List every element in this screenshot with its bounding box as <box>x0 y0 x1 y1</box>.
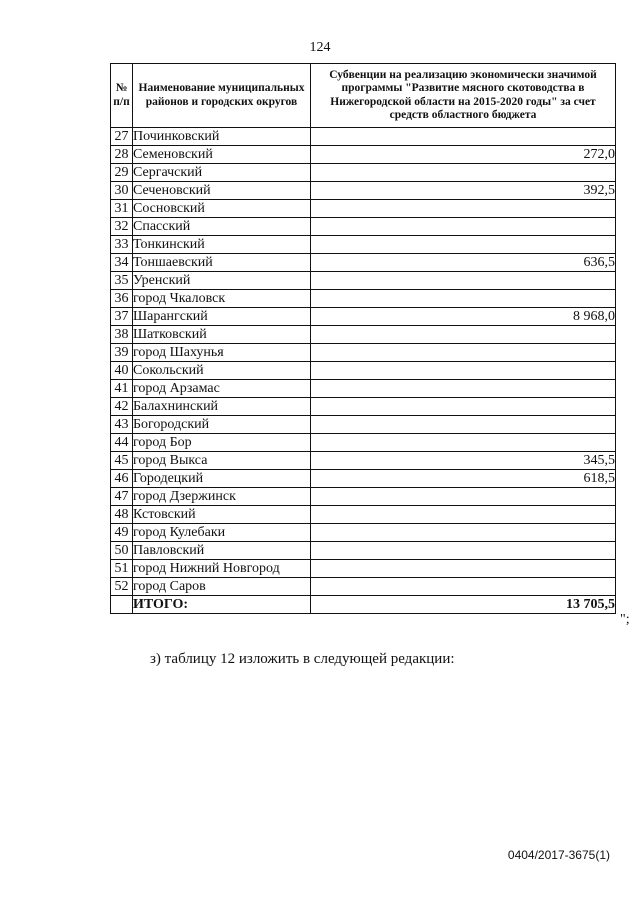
row-name: Спасский <box>133 218 311 236</box>
row-value <box>311 380 616 398</box>
row-name: город Арзамас <box>133 380 311 398</box>
row-number: 35 <box>111 272 133 290</box>
row-value <box>311 506 616 524</box>
row-value <box>311 236 616 254</box>
row-number: 44 <box>111 434 133 452</box>
row-number: 29 <box>111 164 133 182</box>
table-row <box>111 290 616 308</box>
row-number: 41 <box>111 380 133 398</box>
table-row <box>111 326 616 344</box>
row-number: 46 <box>111 470 133 488</box>
table-row <box>111 362 616 380</box>
row-value: 618,5 <box>311 470 616 488</box>
row-number: 27 <box>111 128 133 146</box>
row-number: 32 <box>111 218 133 236</box>
row-value <box>311 290 616 308</box>
row-value <box>311 488 616 506</box>
row-value <box>311 344 616 362</box>
total-value: 13 705,5 <box>311 596 616 614</box>
row-number: 47 <box>111 488 133 506</box>
row-name: Кстовский <box>133 506 311 524</box>
document-code: 0404/2017-3675(1) <box>507 848 610 862</box>
header-name: Наименование муниципальных районов и городских округов <box>133 64 311 128</box>
row-number: 43 <box>111 416 133 434</box>
table-row <box>111 254 616 272</box>
row-number: 48 <box>111 506 133 524</box>
row-number: 37 <box>111 308 133 326</box>
table-row <box>111 164 616 182</box>
row-number: 42 <box>111 398 133 416</box>
table-row <box>111 308 616 326</box>
row-value: 345,5 <box>311 452 616 470</box>
row-value <box>311 272 616 290</box>
row-name: город Саров <box>133 578 311 596</box>
table-row <box>111 488 616 506</box>
table-body <box>111 128 616 596</box>
total-row <box>111 596 616 614</box>
row-value: 8 968,0 <box>311 308 616 326</box>
row-number: 51 <box>111 560 133 578</box>
row-number: 38 <box>111 326 133 344</box>
header-value: Субвенции на реализацию экономически значимой программы "Развитие мясного скотоводства в Нижегородской области на 2015-2020 годы" за счет средств областного бюджета <box>311 64 616 128</box>
row-name: Семеновский <box>133 146 311 164</box>
total-num-cell <box>111 596 133 614</box>
row-value <box>311 218 616 236</box>
table-header-row <box>111 64 616 128</box>
row-name: Починковский <box>133 128 311 146</box>
row-value <box>311 560 616 578</box>
table-row <box>111 272 616 290</box>
table-row <box>111 470 616 488</box>
row-value <box>311 128 616 146</box>
row-value <box>311 524 616 542</box>
subsidy-table <box>110 63 616 614</box>
row-name: Сосновский <box>133 200 311 218</box>
row-name: Шарангский <box>133 308 311 326</box>
row-number: 40 <box>111 362 133 380</box>
table-row <box>111 506 616 524</box>
instruction-text: з) таблицу 12 изложить в следующей редакции: <box>150 651 455 667</box>
row-name: город Чкаловск <box>133 290 311 308</box>
row-name: Сеченовский <box>133 182 311 200</box>
row-value: 392,5 <box>311 182 616 200</box>
table-row <box>111 524 616 542</box>
row-number: 49 <box>111 524 133 542</box>
row-value: 636,5 <box>311 254 616 272</box>
row-name: Городецкий <box>133 470 311 488</box>
row-number: 36 <box>111 290 133 308</box>
row-name: город Шахунья <box>133 344 311 362</box>
closing-quote-mark: "; <box>620 612 630 627</box>
row-value: 272,0 <box>311 146 616 164</box>
row-value <box>311 326 616 344</box>
table-row <box>111 182 616 200</box>
table-row <box>111 578 616 596</box>
row-name: Балахнинский <box>133 398 311 416</box>
table-row <box>111 128 616 146</box>
table-row <box>111 434 616 452</box>
table-row <box>111 452 616 470</box>
table-row <box>111 398 616 416</box>
row-value <box>311 362 616 380</box>
row-name: город Бор <box>133 434 311 452</box>
row-name: Павловский <box>133 542 311 560</box>
row-name: Сокольский <box>133 362 311 380</box>
header-num: № п/п <box>111 64 133 128</box>
row-number: 52 <box>111 578 133 596</box>
row-value <box>311 398 616 416</box>
row-name: Тонкинский <box>133 236 311 254</box>
row-value <box>311 416 616 434</box>
table-row <box>111 542 616 560</box>
row-number: 50 <box>111 542 133 560</box>
row-value <box>311 200 616 218</box>
table-row <box>111 236 616 254</box>
table-row <box>111 560 616 578</box>
row-number: 30 <box>111 182 133 200</box>
row-number: 45 <box>111 452 133 470</box>
row-name: Богородский <box>133 416 311 434</box>
page-number: 124 <box>309 40 331 55</box>
row-value <box>311 578 616 596</box>
row-number: 31 <box>111 200 133 218</box>
row-name: Сергачский <box>133 164 311 182</box>
row-name: город Выкса <box>133 452 311 470</box>
row-name: город Нижний Новгород <box>133 560 311 578</box>
row-name: город Дзержинск <box>133 488 311 506</box>
row-name: Тоншаевский <box>133 254 311 272</box>
row-number: 34 <box>111 254 133 272</box>
row-value <box>311 542 616 560</box>
row-number: 28 <box>111 146 133 164</box>
row-name: Уренский <box>133 272 311 290</box>
row-number: 39 <box>111 344 133 362</box>
table-row <box>111 218 616 236</box>
row-number: 33 <box>111 236 133 254</box>
table-row <box>111 380 616 398</box>
row-value <box>311 434 616 452</box>
table-row <box>111 146 616 164</box>
total-label: ИТОГО: <box>133 596 311 614</box>
table-row <box>111 416 616 434</box>
row-name: город Кулебаки <box>133 524 311 542</box>
row-name: Шатковский <box>133 326 311 344</box>
table-row <box>111 200 616 218</box>
table-row <box>111 344 616 362</box>
row-value <box>311 164 616 182</box>
